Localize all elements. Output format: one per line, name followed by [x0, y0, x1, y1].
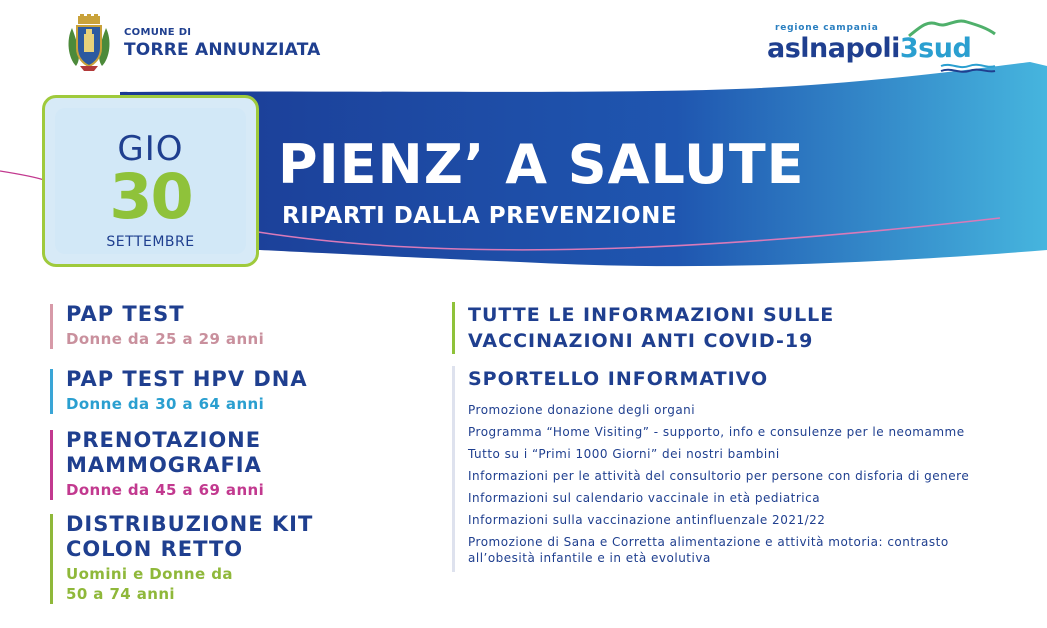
event-date-box	[42, 95, 259, 267]
event-day-number: 30	[109, 160, 192, 233]
municipality-logo	[66, 14, 321, 72]
campaign-title: PIENZ’ A SALUTE	[278, 133, 805, 196]
service-accent-bar	[50, 514, 53, 604]
sportello-item: Promozione di Sana e Corretta alimentazione e attività motoria: contrasto all’obesità infantile e in età evolutiva	[468, 535, 949, 565]
sportello-list	[468, 402, 988, 566]
service-kit-colon-retto	[50, 512, 360, 604]
campaign-subtitle: RIPARTI DALLA PREVENZIONE	[282, 203, 678, 229]
service-pap-test	[50, 302, 264, 349]
service-pap-test-hpv	[50, 367, 308, 414]
sportello-item: Informazioni per le attività del consultorio per persone con disforia di genere	[468, 469, 970, 483]
municipality-name: TORRE ANNUNZIATA	[124, 39, 321, 60]
service-accent-bar	[50, 369, 53, 414]
asl-brand-name	[767, 33, 971, 64]
service-title: DISTRIBUZIONE KIT COLON RETTO	[66, 512, 314, 561]
service-subtitle: Donne da 30 a 64 anni	[66, 395, 265, 413]
asl-brand-part-b: 3sud	[899, 33, 972, 64]
service-accent-bar	[50, 430, 53, 500]
event-day: GIO	[117, 129, 184, 169]
sportello-item: Tutto su i “Primi 1000 Giorni” dei nostri bambini	[468, 447, 780, 461]
service-subtitle: Donne da 45 a 69 anni	[66, 481, 265, 499]
asl-brand-part-a: aslnapoli	[767, 33, 900, 64]
service-accent-bar	[50, 304, 53, 349]
event-month: SETTEMBRE	[106, 234, 195, 250]
covid-info-title: TUTTE LE INFORMAZIONI SULLE VACCINAZIONI ANTI COVID-19	[468, 304, 835, 352]
municipal-crest-icon	[66, 14, 112, 72]
sportello-block	[452, 366, 988, 572]
service-subtitle: Donne da 25 a 29 anni	[66, 330, 265, 348]
covid-info-block	[452, 302, 972, 354]
sportello-item: Informazioni sulla vaccinazione antinfluenzale 2021/22	[468, 513, 826, 527]
service-subtitle: Uomini e Donne da 50 a 74 anni	[66, 565, 233, 603]
sportello-item: Programma “Home Visiting” - supporto, info e consulenze per le neomamme	[468, 425, 965, 439]
asl-region-label: regione campania	[775, 23, 879, 33]
event-date-panel	[55, 108, 246, 254]
asl-logo	[767, 14, 997, 74]
sportello-item: Promozione donazione degli organi	[468, 403, 696, 417]
service-title: PAP TEST HPV DNA	[66, 367, 308, 391]
info-accent-bar	[452, 302, 455, 354]
municipality-prefix: COMUNE DI	[124, 26, 192, 38]
service-mammografia	[50, 428, 350, 500]
sportello-title: SPORTELLO INFORMATIVO	[468, 368, 769, 390]
sportello-item: Informazioni sul calendario vaccinale in età pediatrica	[468, 491, 821, 505]
service-title: PAP TEST	[66, 302, 185, 326]
service-title: PRENOTAZIONE MAMMOGRAFIA	[66, 428, 262, 477]
sportello-accent-bar	[452, 366, 455, 572]
